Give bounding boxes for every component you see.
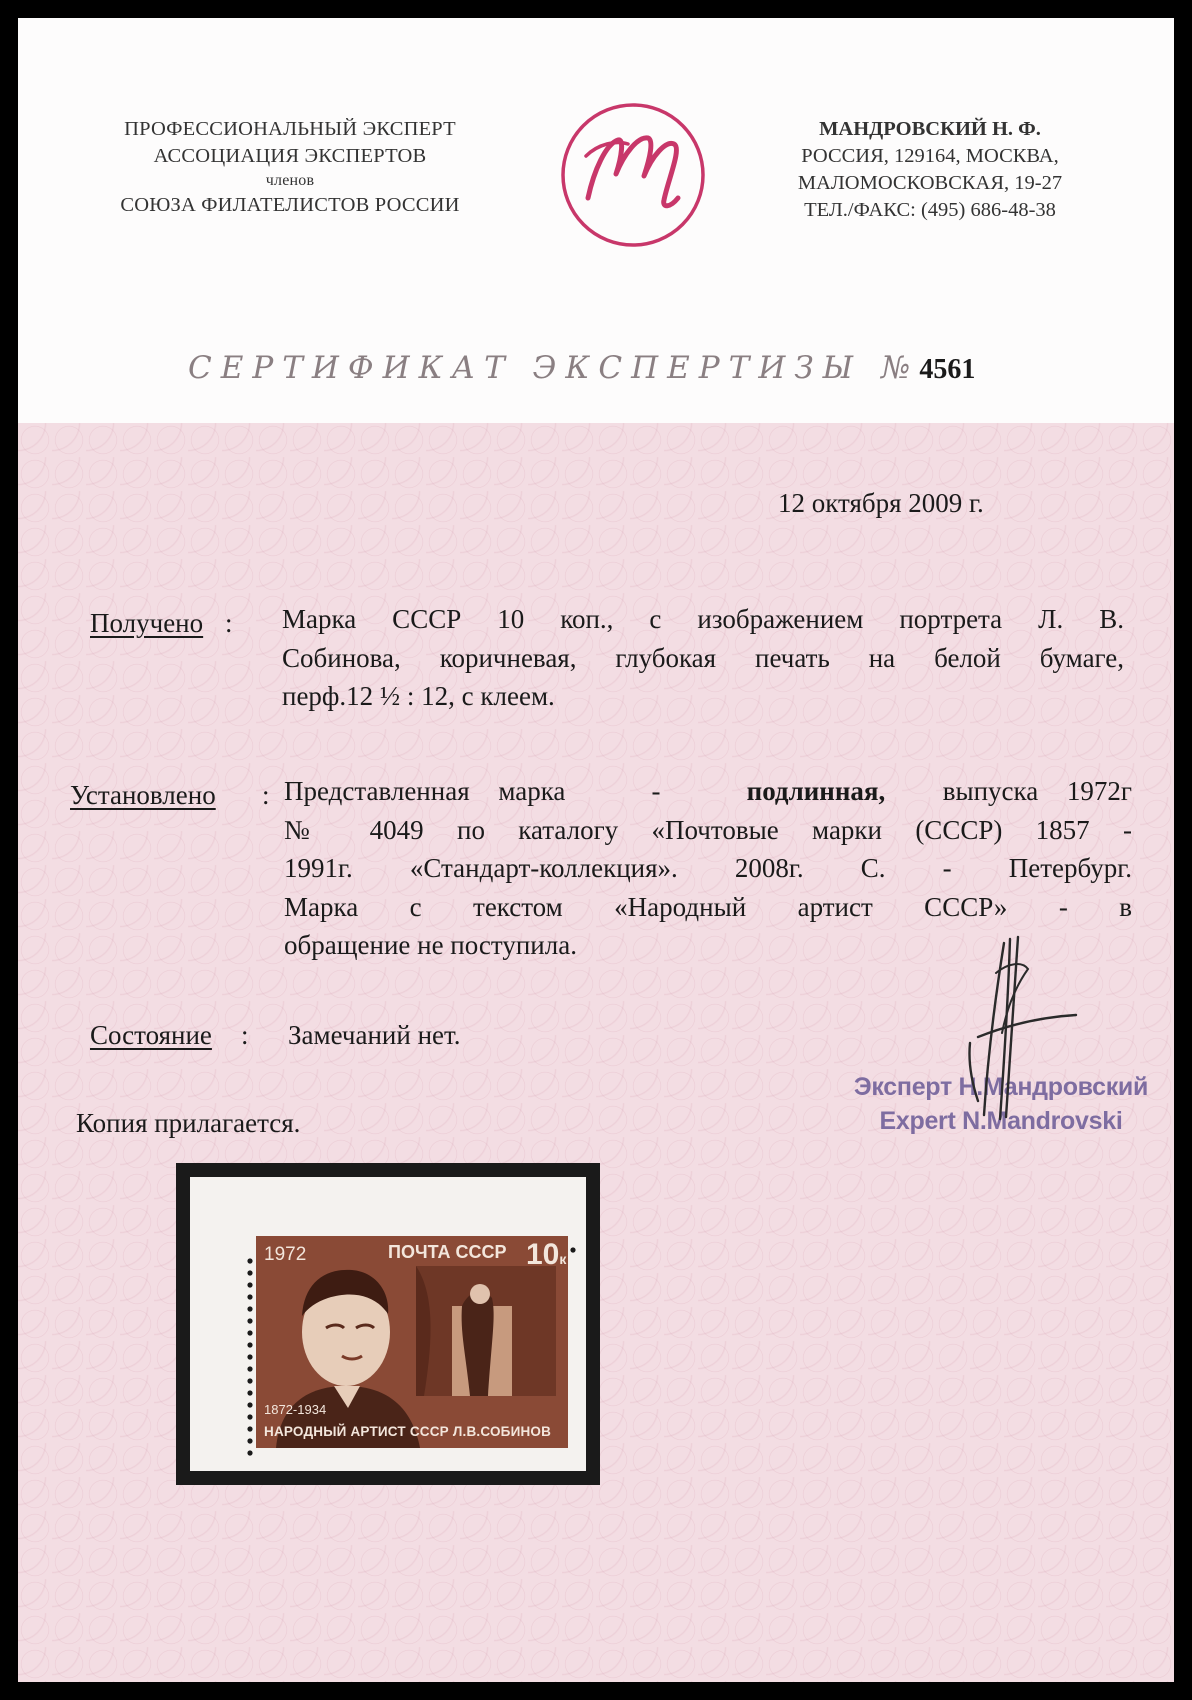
- header-left-block: [80, 116, 500, 219]
- signature: [948, 933, 1078, 1123]
- header-left-line: СОЮЗА ФИЛАТЕЛИСТОВ РОССИИ: [120, 194, 460, 216]
- text-line: Представленная марка - подлинная, выпуска 1972г: [284, 776, 1132, 806]
- received-text: [282, 600, 1124, 716]
- condition-colon: :: [241, 1020, 249, 1050]
- stamp-value-unit: к: [559, 1251, 567, 1267]
- header-left-line: членов: [265, 172, 315, 189]
- address-line: РОССИЯ, 129164, МОСКВА,: [801, 145, 1059, 167]
- certificate-date: 12 октября 2009 г.: [778, 488, 984, 518]
- postage-stamp: [256, 1236, 568, 1448]
- text-line: 1991г. «Стандарт-коллекция». 2008г. С. - Петербург.: [284, 853, 1132, 883]
- header-left-line: ПРОФЕССИОНАЛЬНЫЙ ЭКСПЕРТ: [124, 118, 456, 140]
- certificate-title-text: СЕРТИФИКАТ ЭКСПЕРТИЗЫ №: [188, 350, 920, 386]
- certificate-number: 4561: [919, 354, 976, 385]
- certificate-title: [188, 350, 1048, 402]
- text-line: обращение не поступила.: [284, 930, 577, 960]
- text-line: № 4049 по каталогу «Почтовые марки (СССР) 1857 -: [284, 814, 1132, 845]
- received-label: Получено: [90, 608, 204, 638]
- text-line: Марка СССР 10 коп., с изображением портрета Л. В.: [282, 604, 1124, 634]
- header-left-line: АССОЦИАЦИЯ ЭКСПЕРТОВ: [153, 145, 427, 167]
- condition-text: Замечаний нет.: [288, 1020, 461, 1050]
- authentic-verdict: подлинная,: [746, 776, 886, 806]
- phone-fax: ТЕЛ./ФАКС: (495) 686-48-38: [804, 199, 1056, 221]
- header-right-block: [760, 116, 1100, 224]
- monogram-logo: [558, 100, 708, 250]
- text-line: перф.12 ½ : 12, с клеем.: [282, 681, 555, 711]
- condition-label: Состояние: [90, 1020, 212, 1050]
- established-colon: :: [262, 780, 270, 810]
- text-line: Собинова, коричневая, глубокая печать на белой бумаге,: [282, 642, 1124, 673]
- expert-stamp-line: Expert N.Mandrovski: [879, 1107, 1123, 1135]
- expert-stamp-line: Эксперт Н.Мандровский: [853, 1073, 1149, 1101]
- stamp-life-dates: 1872-1934: [264, 1402, 327, 1417]
- established-label: Установлено: [70, 780, 216, 810]
- stamp-caption: НАРОДНЫЙ АРТИСТ СССР Л.В.СОБИНОВ: [264, 1424, 552, 1439]
- copy-note: Копия прилагается.: [76, 1108, 301, 1138]
- stamp-country: ПОЧТА СССР: [388, 1242, 507, 1262]
- stamp-year: 1972: [264, 1244, 307, 1265]
- stamp-value: 10к: [526, 1238, 567, 1271]
- expert-name: МАНДРОВСКИЙ Н. Ф.: [819, 118, 1041, 140]
- received-colon: :: [225, 608, 233, 638]
- text-line: Марка с текстом «Народный артист СССР» - в: [284, 891, 1132, 922]
- address-line: МАЛОМОСКОВСКАЯ, 19-27: [797, 172, 1063, 194]
